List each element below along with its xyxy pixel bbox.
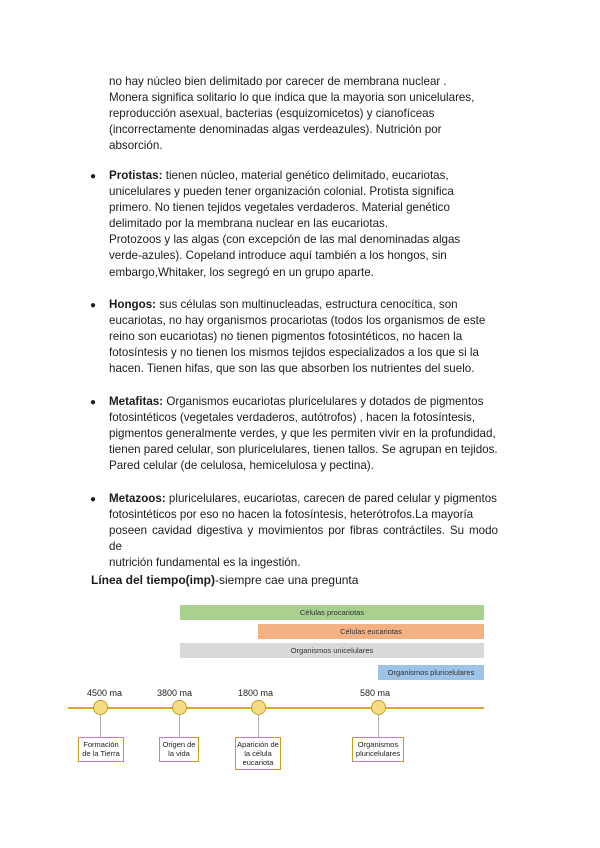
tick-label: 1800 ma [238,688,274,698]
bar-label: Organismos pluricelulares [387,668,475,677]
text-line: embargo,Whitaker, los segregó en un grupo aparte. [109,265,374,279]
bar-prokaryotic-cells [180,605,484,620]
event-multicellular [352,737,404,762]
bar-unicellular-organisms [180,643,484,658]
text-line: hacen. Tienen hifas, que son las que absorben los nutrientes del suelo. [109,362,475,376]
text-line: reino son eucariotas) no tienen pigmentos fotosintéticos, no hacen la [109,330,463,344]
text-line: eucariotas, no hay organismos procariotas (todos los organismos de este [109,314,486,328]
text-line: Protozoos y las algas (con excepción de las mal denominadas algas [109,233,461,247]
text-line: Organismos eucariotas pluricelulares y dotados de pigmentos [166,395,484,408]
bar-label: Organismos unicelulares [290,646,374,655]
timeline-marker [371,700,386,715]
timeline-heading-bold: Línea del tiempo(imp) [91,573,216,587]
text-line: fotosintéticos (vegetales verdaderos, autótrofos) , hacen la fotosíntesis, [109,411,476,425]
text-line: pluricelulares, eucariotas, carecen de pared celular y pigmentos [168,492,497,505]
connector-line [378,715,379,737]
text-line: tienen núcleo, material genético delimitado, eucariotas, [165,169,449,182]
timeline-marker [251,700,266,715]
event-label: Aparición de la célula eucariota [237,740,279,767]
text-line: Pared celular (de celulosa, hemicelulosa y pectina). [109,459,374,473]
timeline-heading [91,572,358,588]
monera-continuation [109,74,498,154]
event-label: Origen de la vida [162,740,196,758]
text-line: primero. No tienen tejidos vegetales verdaderos. Material genético [109,201,450,215]
text-line: sus células son multinucleadas, estructura cenocítica, son [159,298,458,311]
connector-line [100,715,101,737]
timeline-axis [68,707,484,709]
connector-line [258,715,259,737]
text-line: no hay núcleo bien delimitado por carecer de membrana nuclear . [109,75,447,88]
bullet-icon: ● [90,397,97,408]
hongos-term: Hongos: [109,298,157,311]
timeline-heading-rest: -siempre cae una pregunta [215,573,359,587]
event-label: Formación de la Tierra [82,740,120,758]
text-line: fotosintéticos por eso no hacen la fotosíntesis, heterótrofos.La mayoría [109,508,474,522]
metafitas-term: Metafitas: [109,395,164,408]
text-line: nutrición fundamental es la ingestión. [109,556,301,570]
protistas-paragraph [109,168,498,281]
text-line: (incorrectamente denominadas algas verdeazules). Nutrición por [109,123,442,137]
bar-label: Células eucariotas [340,627,402,636]
bar-eukaryotic-cells [258,624,484,639]
text-line: absorción. [109,139,163,153]
tick-label: 580 ma [360,688,391,698]
bar-multicellular-organisms [378,665,484,680]
tick-label: 3800 ma [157,688,193,698]
metafitas-paragraph [109,394,498,474]
event-label: Organismos pluricelulares [355,740,401,758]
text-line: poseen cavidad digestiva y movimientos por fibras contráctiles. Su modo de [109,524,498,554]
text-line: tienen pared celular, son pluricelulares, tienen tallos. Se agrupan en tejidos. [109,443,498,457]
event-earth-formation [78,737,124,762]
metazoos-paragraph [109,491,498,571]
text-line: unicelulares y pueden tener organización colonial. Protista significa [109,185,454,199]
bullet-icon: ● [90,300,97,311]
text-line: reproducción asexual, bacterias (esquizomicetos) y cianofíceas [109,107,435,121]
text-line: verde-azules). Copeland introduce aquí también a los hongos, sin [109,249,447,263]
metazoos-term: Metazoos: [109,492,166,505]
bar-label: Células procariotas [299,608,365,617]
hongos-paragraph [109,297,498,377]
event-eukaryotic-cell [235,737,281,770]
bullet-icon: ● [90,171,97,182]
text-line: delimitado por la membrana nuclear en las eucariotas. [109,217,389,231]
timeline-marker [172,700,187,715]
tick-label: 4500 ma [87,688,123,698]
text-line: Monera significa solitario lo que indica que la mayoria son unicelulares, [109,91,475,105]
event-origin-of-life [159,737,199,762]
connector-line [179,715,180,737]
timeline-marker [93,700,108,715]
text-line: fotosíntesis y no tienen los mismos tejidos especializados a los que si la [109,346,479,360]
text-line: pigmentos generalmente verdes, y que les permiten vivir en la profundidad, [109,427,496,441]
protistas-term: Protistas: [109,169,163,182]
bullet-icon: ● [90,494,97,505]
